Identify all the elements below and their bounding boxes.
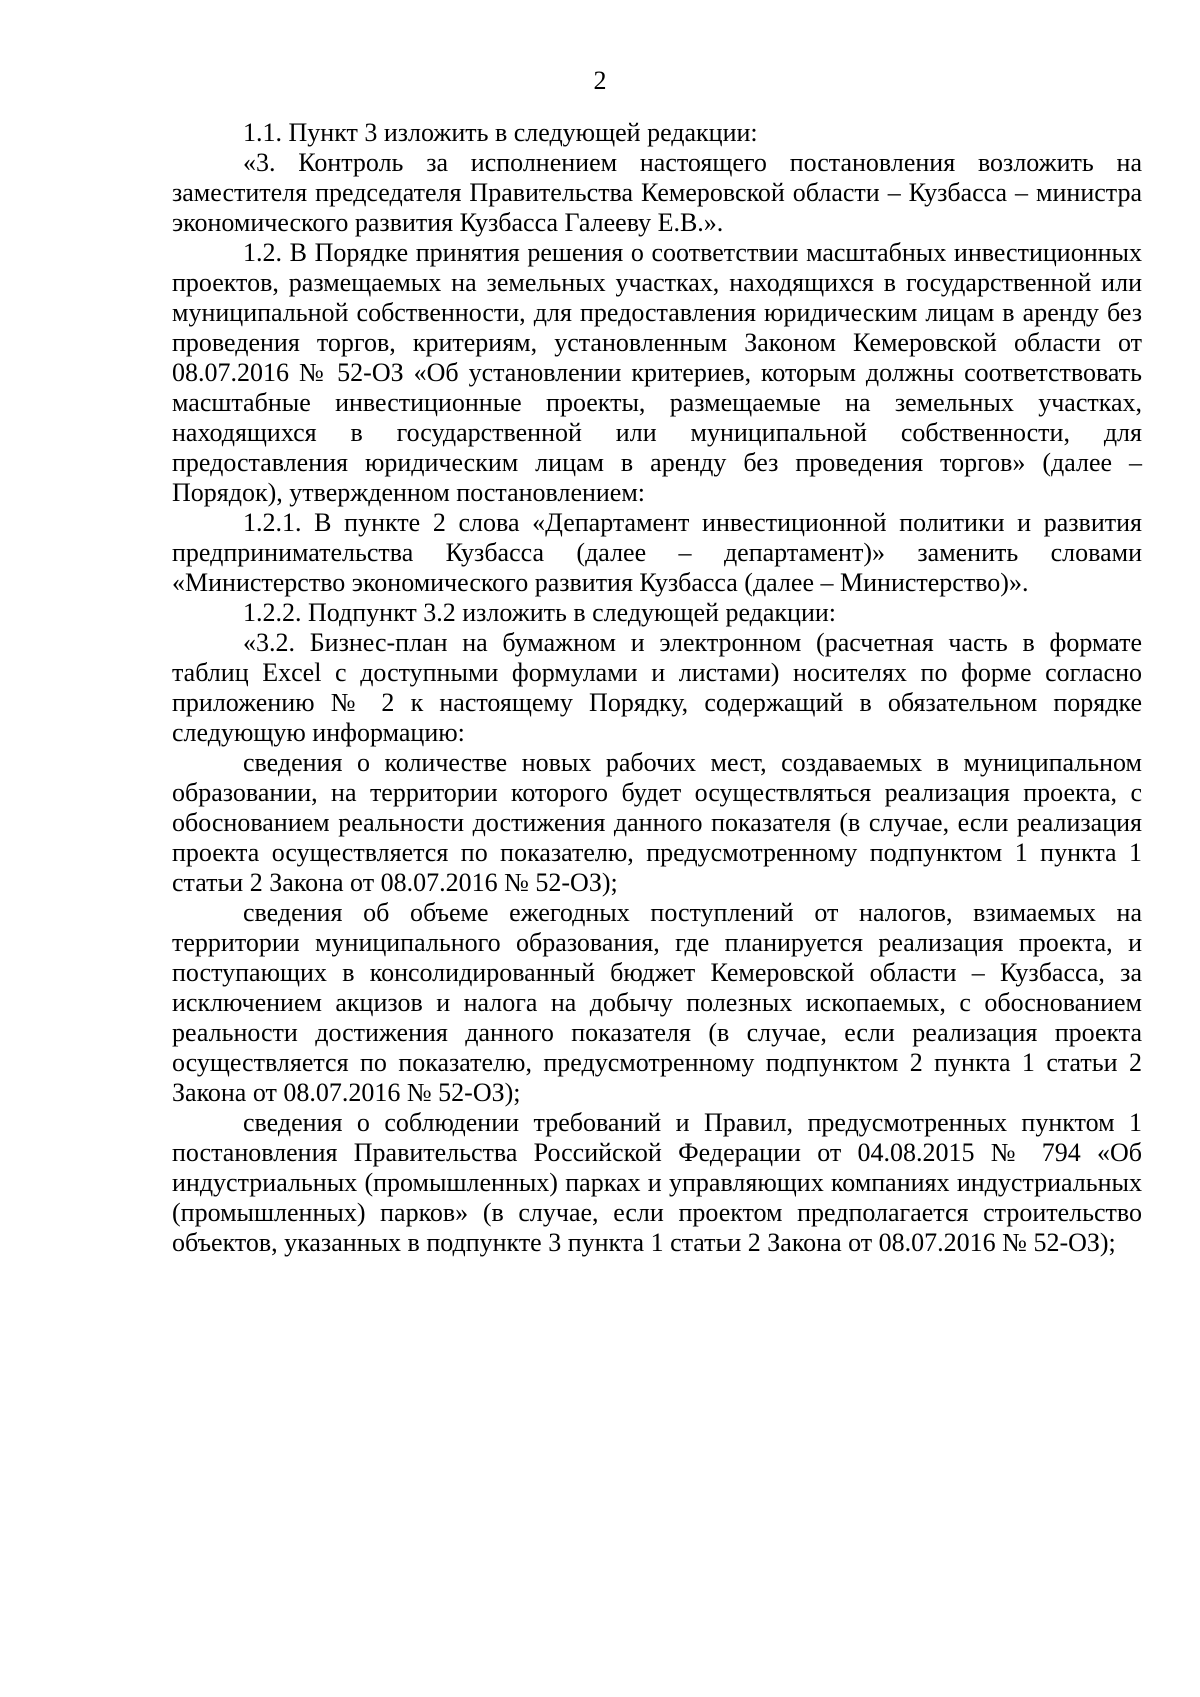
paragraph-industrial-parks-info: сведения о соблюдении требований и Правил, предусмотренных пунктом 1 постановления Правительства Российской Федерации от 04.08.2015 № 794 «Об индустриальных (промышленных) парках и управляющих компаниях индустриальных (промышленных) парков» (в случае, если проектом предполагается строительство объектов, указанных в подпункте 3 пункта 1 статьи 2 Закона от 08.07.2016 № 52-ОЗ);: [172, 1108, 1142, 1257]
paragraph-1-2-1: 1.2.1. В пункте 2 слова «Департамент инвестиционной политики и развития предпринимательства Кузбасса (далее – департамент)» заменить словами «Министерство экономического развития Кузбасса (далее – Министерство)».: [172, 508, 1142, 597]
paragraph-1-2-2: 1.2.2. Подпункт 3.2 изложить в следующей редакции:: [243, 598, 837, 627]
paragraph-1-2: 1.2. В Порядке принятия решения о соответствии масштабных инвестиционных проектов, размещаемых на земельных участках, находящихся в государственной или муниципальной собственности, для предоставления юридическим лицам в аренду без проведения торгов, критериям, установленным Законом Кемеровской области от 08.07.2016 № 52-ОЗ «Об установлении критериев, которым должны соответствовать масштабные инвестиционные проекты, размещаемые на земельных участках, находящихся в государственной или муниципальной собственности, для предоставления юридическим лицам в аренду без проведения торгов» (далее – Порядок), утвержденном постановлением:: [172, 238, 1142, 507]
paragraph-jobs-info: сведения о количестве новых рабочих мест, создаваемых в муниципальном образовании, на территории которого будет осуществляться реализация проекта, с обоснованием реальности достижения данного показателя (в случае, если реализация проекта осуществляется по показателю, предусмотренному подпунктом 1 пункта 1 статьи 2 Закона от 08.07.2016 № 52-ОЗ);: [172, 748, 1142, 897]
page-number: 2: [593, 66, 607, 95]
paragraph-item-3: «3. Контроль за исполнением настоящего постановления возложить на заместителя председателя Правительства Кемеровской области – Кузбасса – министра экономического развития Кузбасса Галееву Е.В.».: [172, 148, 1142, 237]
paragraph-1-1: 1.1. Пункт 3 изложить в следующей редакции:: [243, 118, 758, 147]
document-body: [172, 118, 1142, 1258]
paragraph-item-3-2: «3.2. Бизнес-план на бумажном и электронном (расчетная часть в формате таблиц Excel с доступными формулами и листами) носителях по форме согласно приложению № 2 к настоящему Порядку, содержащий в обязательном порядке следующую информацию:: [172, 628, 1142, 747]
paragraph-taxes-info: сведения об объеме ежегодных поступлений от налогов, взимаемых на территории муниципального образования, где планируется реализация проекта, и поступающих в консолидированный бюджет Кемеровской области – Кузбасса, за исключением акцизов и налога на добычу полезных ископаемых, с обоснованием реальности достижения данного показателя (в случае, если реализация проекта осуществляется по показателю, предусмотренному подпунктом 2 пункта 1 статьи 2 Закона от 08.07.2016 № 52-ОЗ);: [172, 898, 1142, 1107]
